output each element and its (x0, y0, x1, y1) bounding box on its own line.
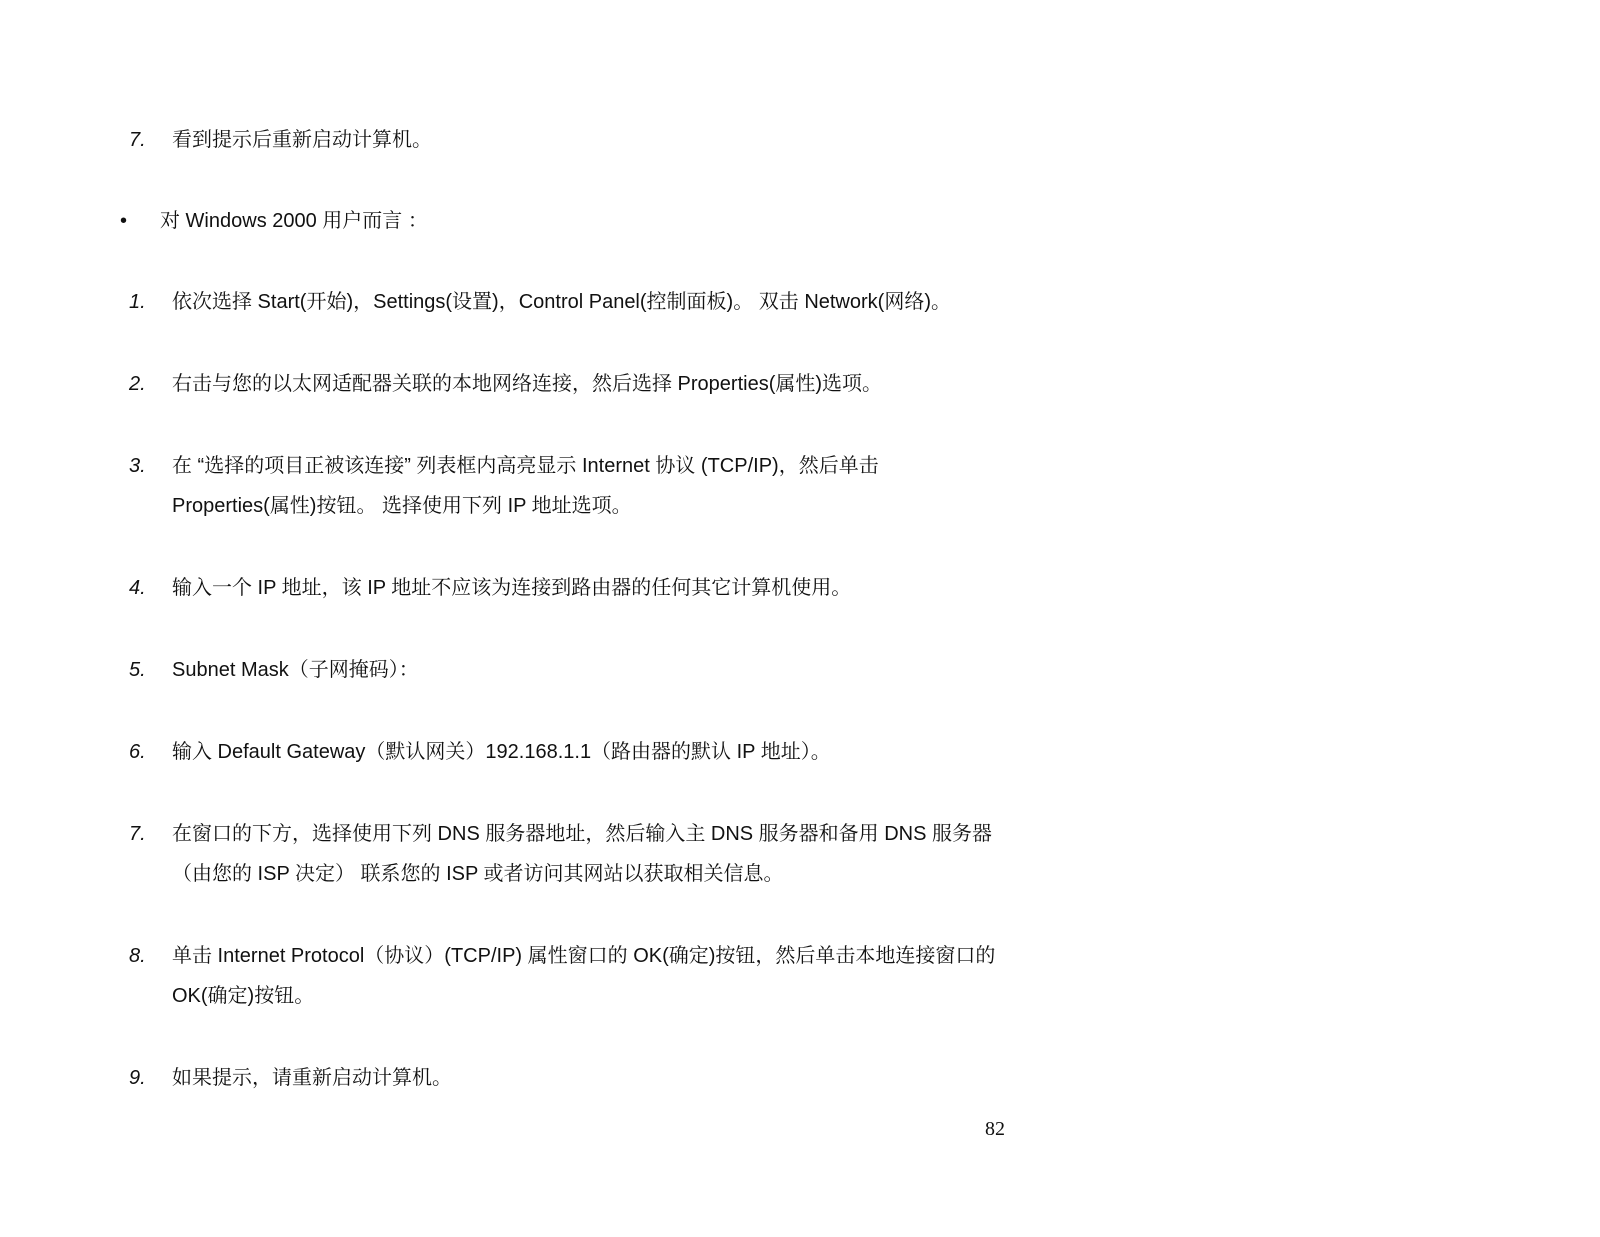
item-number: 9. (129, 1067, 146, 1089)
item-text: Subnet Mask（子网掩码）： (172, 659, 419, 681)
item-number: 5. (129, 659, 146, 681)
item-number: 1. (129, 291, 146, 313)
item-number: 3. (129, 455, 146, 477)
item-text: 输入一个 IP 地址，该 IP 地址不应该为连接到路由器的任何其它计算机使用。 (172, 577, 852, 599)
item-text: 单击 Internet Protocol（协议）(TCP/IP) 属性窗口的 OK(确定)按钮，然后单击本地连接窗口的 OK(确定)按钮。 (172, 945, 996, 1007)
item-number: 7. (129, 129, 146, 151)
item-number: 4. (129, 577, 146, 599)
item-text: 右击与您的以太网适配器关联的本地网络连接，然后选择 Properties(属性)选项。 (172, 373, 883, 395)
item-number: 7. (129, 823, 146, 845)
item-number: 6. (129, 741, 146, 763)
page-number: 82 (985, 1118, 1005, 1140)
item-text: 在窗口的下方，选择使用下列 DNS 服务器地址，然后输入主 DNS 服务器和备用 DNS 服务器（由您的 ISP 决定） 联系您的 ISP 或者访问其网站以获取相关信息。 (172, 823, 993, 885)
item-text: 依次选择 Start(开始)，Settings(设置)，Control Panel(控制面板)。 双击 Network(网络)。 (172, 291, 951, 313)
item-number: 8. (129, 945, 146, 967)
item-text: 看到提示后重新启动计算机。 (172, 129, 432, 151)
bullet-icon: • (120, 210, 128, 232)
item-number: 2. (129, 373, 146, 395)
item-text: 在 “选择的项目正被该连接” 列表框内高亮显示 Internet 协议 (TCP/IP)，然后单击 Properties(属性)按钮。 选择使用下列 IP 地址选项。 (172, 455, 879, 517)
item-text: 输入 Default Gateway（默认网关）192.168.1.1（路由器的默认 IP 地址）。 (172, 741, 831, 763)
item-text: 如果提示，请重新启动计算机。 (172, 1067, 452, 1089)
item-text: 对 Windows 2000 用户而言 ： (160, 210, 428, 232)
